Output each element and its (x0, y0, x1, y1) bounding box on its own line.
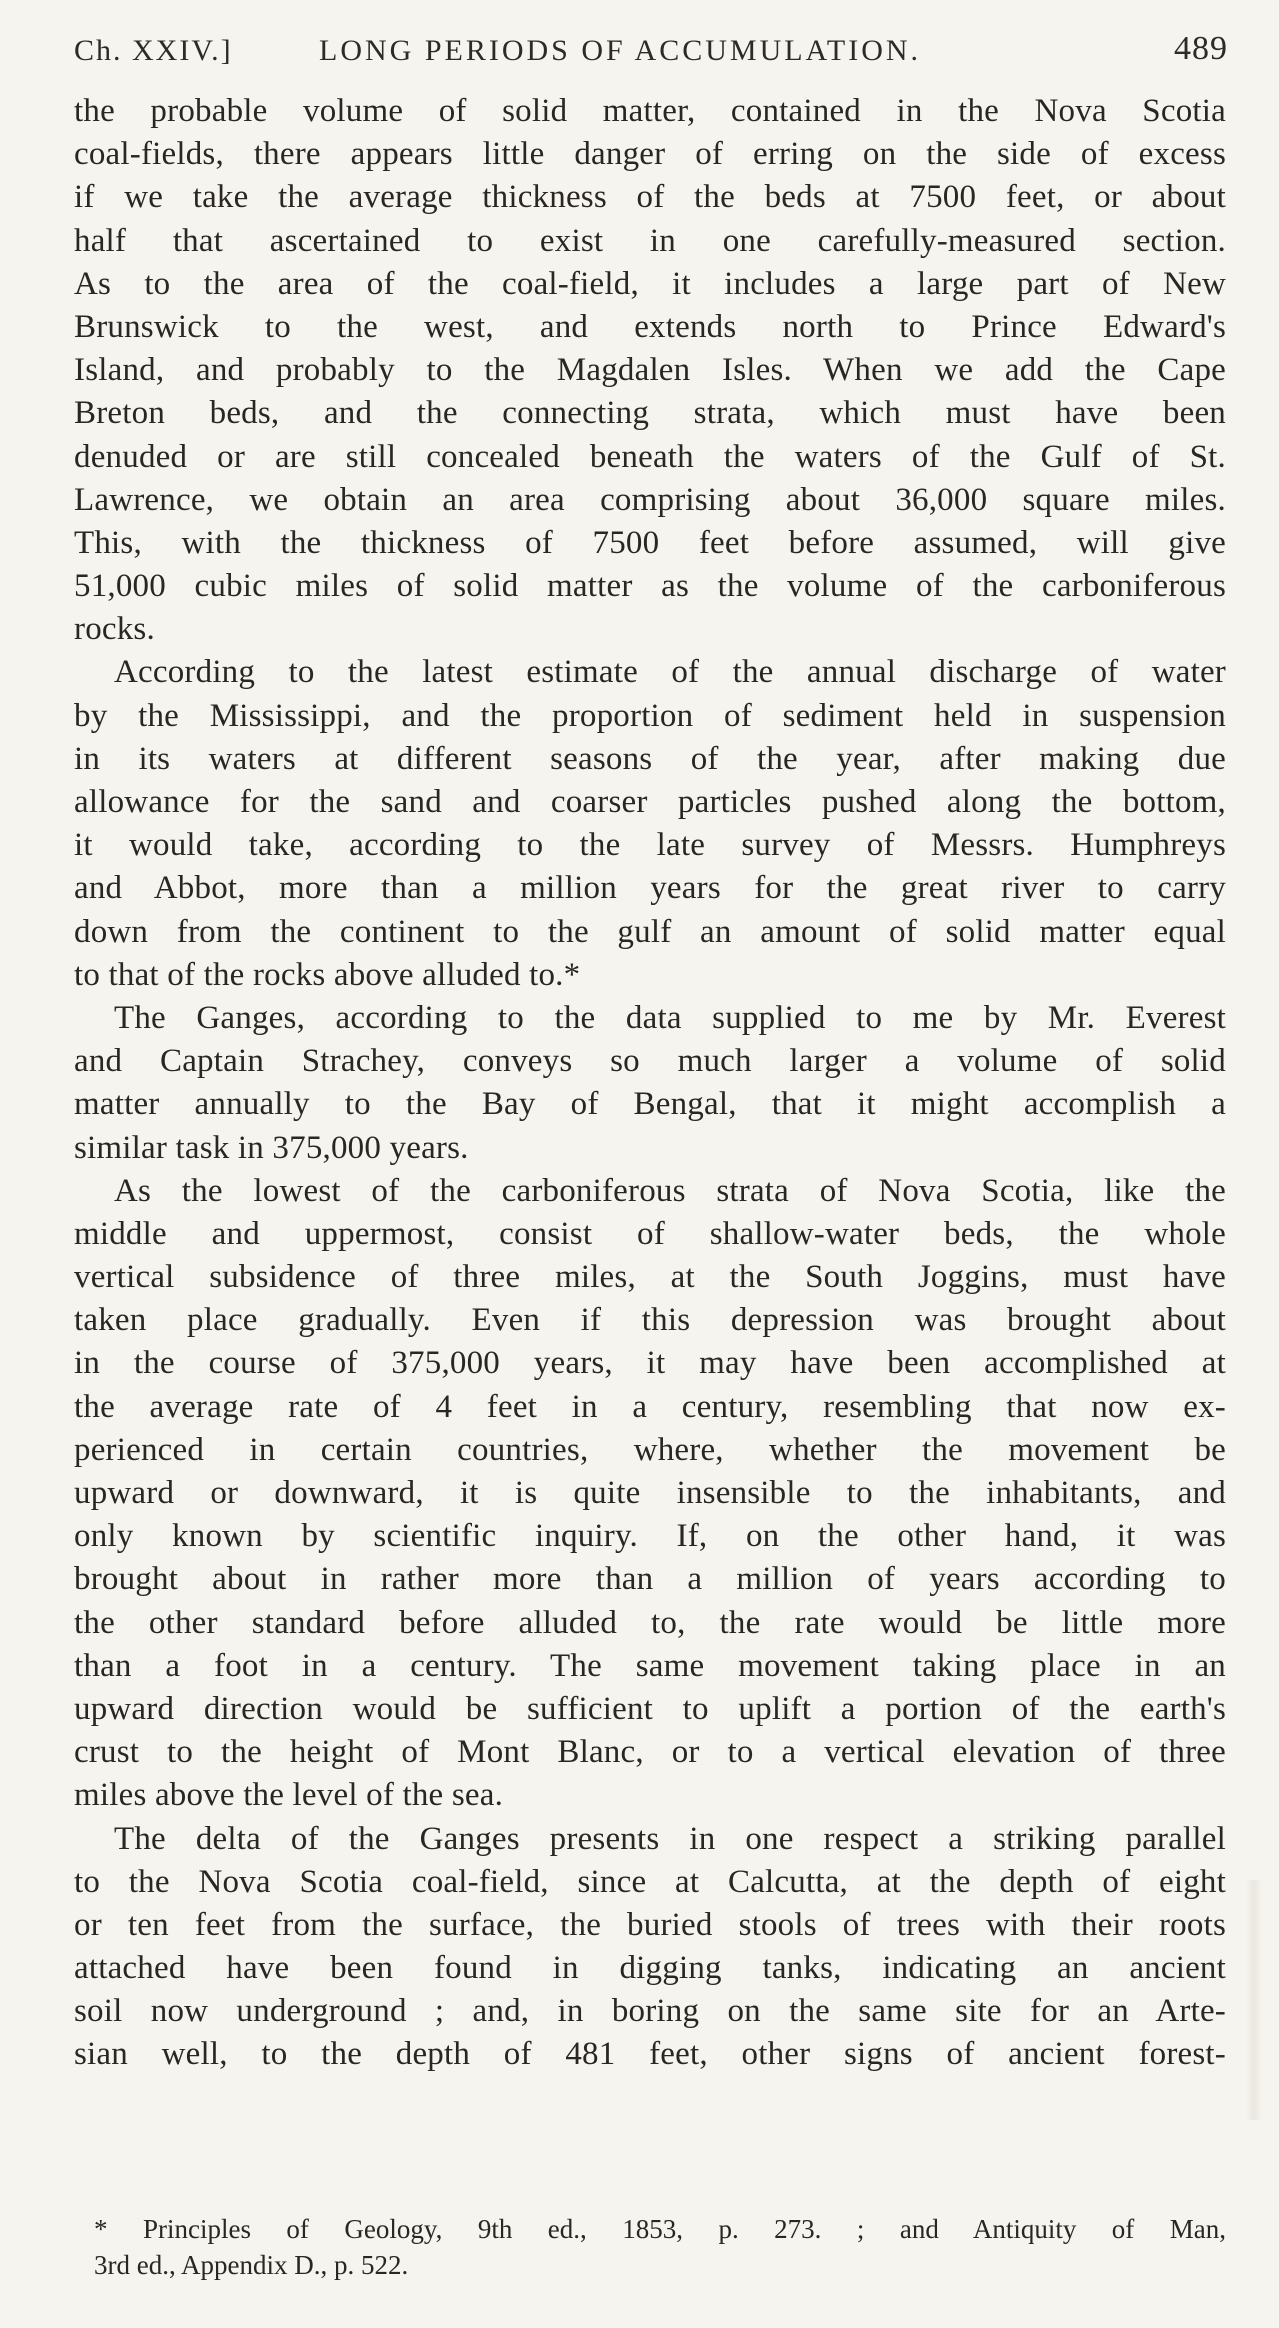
text-line: This, with the thickness of 7500 feet before assumed, will give (74, 524, 1226, 561)
footnote-line: * Principles of Geology, 9th ed., 1853, p. 273. ; and Antiquity of Man, (94, 2214, 1226, 2244)
text-line: soil now underground ; and, in boring on the same site for an Arte- (74, 1993, 1226, 2030)
text-line: taken place gradually. Even if this depression was brought about (74, 1302, 1226, 1339)
text-line: As to the area of the coal-field, it includes a large part of New (74, 265, 1226, 302)
text-line: the average rate of 4 feet in a century, resembling that now ex- (74, 1388, 1226, 1425)
text-line: rocks. (74, 611, 155, 648)
text-line: attached have been found in digging tanks, indicating an ancient (74, 1950, 1226, 1987)
text-line: perienced in certain countries, where, whether the movement be (74, 1431, 1226, 1468)
text-line: According to the latest estimate of the annual discharge of water (114, 654, 1226, 691)
text-line: The Ganges, according to the data supplied to me by Mr. Everest (114, 999, 1226, 1036)
text-line: half that ascertained to exist in one carefully-measured section. (74, 222, 1226, 259)
text-line: coal-fields, there appears little danger of erring on the side of excess (74, 136, 1226, 173)
text-line: and Abbot, more than a million years for the great river to carry (74, 870, 1226, 907)
text-line: The delta of the Ganges presents in one respect a striking parallel (114, 1820, 1226, 1857)
text-line: miles above the level of the sea. (74, 1777, 504, 1814)
page-number: 489 (1174, 30, 1228, 67)
text-line: 51,000 cubic miles of solid matter as the volume of the carboniferous (74, 568, 1226, 605)
text-line: only known by scientific inquiry. If, on the other hand, it was (74, 1518, 1226, 1555)
text-line: denuded or are still concealed beneath the waters of the Gulf of St. (74, 438, 1226, 475)
text-line: matter annually to the Bay of Bengal, that it might accomplish a (74, 1086, 1226, 1123)
text-line: Lawrence, we obtain an area comprising about 36,000 square miles. (74, 481, 1226, 518)
text-line: or ten feet from the surface, the buried stools of trees with their roots (74, 1906, 1226, 1943)
text-line: than a foot in a century. The same movement taking place in an (74, 1647, 1226, 1684)
text-line: crust to the height of Mont Blanc, or to a vertical elevation of three (74, 1734, 1226, 1771)
text-line: similar task in 375,000 years. (74, 1129, 469, 1166)
text-line: As the lowest of the carboniferous strata of Nova Scotia, like the (114, 1172, 1226, 1209)
text-line: down from the continent to the gulf an amount of solid matter equal (74, 913, 1226, 950)
running-title: LONG PERIODS OF ACCUMULATION. (319, 34, 922, 67)
text-line: the probable volume of solid matter, contained in the Nova Scotia (74, 93, 1226, 129)
text-line: the other standard before alluded to, the rate would be little more (74, 1604, 1226, 1641)
text-line: in its waters at different seasons of the year, after making due (74, 740, 1226, 777)
body-text (74, 90, 1226, 2077)
running-head (74, 30, 1226, 80)
page-edge-shadow (1246, 1880, 1262, 2120)
text-line: Breton beds, and the connecting strata, which must have been (74, 395, 1226, 432)
text-line: allowance for the sand and coarser particles pushed along the bottom, (74, 784, 1226, 820)
text-line: Island, and probably to the Magdalen Isles. When we add the Cape (74, 352, 1226, 389)
text-line: upward or downward, it is quite insensible to the inhabitants, and (74, 1475, 1226, 1511)
book-page (74, 30, 1226, 2300)
text-line: if we take the average thickness of the beds at 7500 feet, or about (74, 179, 1226, 216)
text-line: Brunswick to the west, and extends north to Prince Edward's (74, 308, 1226, 345)
text-line: to the Nova Scotia coal-field, since at Calcutta, at the depth of eight (74, 1863, 1226, 1900)
text-line: upward direction would be sufficient to uplift a portion of the earth's (74, 1690, 1226, 1727)
text-line: middle and uppermost, consist of shallow-water beds, the whole (74, 1215, 1226, 1252)
text-line: and Captain Strachey, conveys so much larger a volume of solid (74, 1043, 1226, 1080)
text-line: vertical subsidence of three miles, at the South Joggins, must have (74, 1259, 1226, 1296)
chapter-label: Ch. XXIV.] (74, 34, 233, 67)
footnote (94, 2211, 1226, 2283)
text-line: in the course of 375,000 years, it may have been accomplished at (74, 1345, 1226, 1382)
text-line: sian well, to the depth of 481 feet, other signs of ancient forest- (74, 2036, 1226, 2073)
text-line: to that of the rocks above alluded to.* (74, 956, 581, 993)
text-line: brought about in rather more than a million of years according to (74, 1561, 1226, 1598)
text-line: by the Mississippi, and the proportion of sediment held in suspension (74, 697, 1226, 734)
footnote-line: 3rd ed., Appendix D., p. 522. (94, 2250, 409, 2280)
text-line: it would take, according to the late survey of Messrs. Humphreys (74, 827, 1226, 864)
